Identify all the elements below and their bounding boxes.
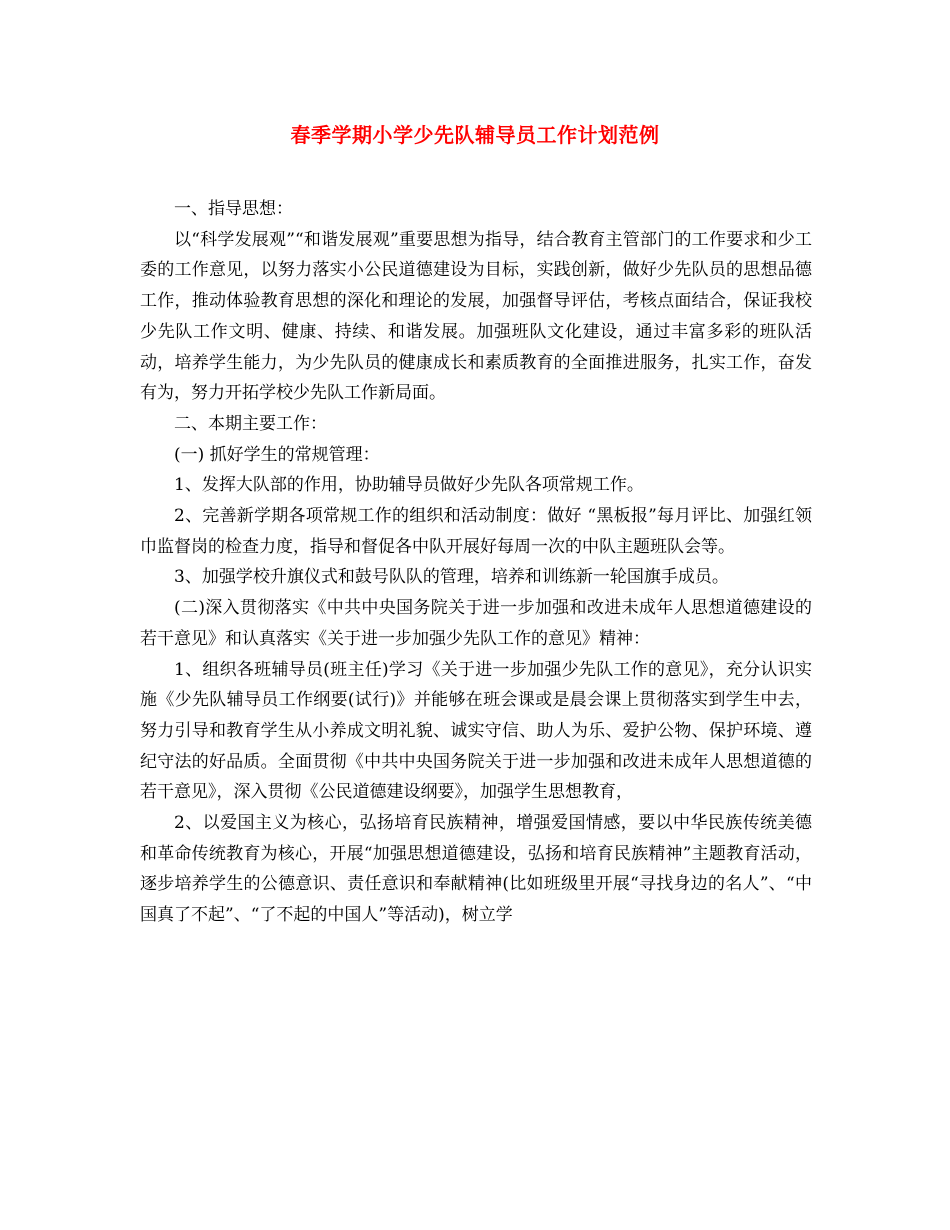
paragraph-item-2: 2、完善新学期各项常规工作的组织和活动制度：做好 “黑板报”每月评比、加强红领巾监督岗的检查力度，指导和督促各中队开展好每周一次的中队主题班队会等。: [140, 506, 812, 557]
document-title: 春季学期小学少先队辅导员工作计划范例: [290, 123, 660, 147]
paragraph-item-3: 3、加强学校升旗仪式和鼓号队队的管理，培养和训练新一轮国旗手成员。: [174, 567, 729, 588]
document-body: [140, 194, 812, 931]
paragraph-subheading-routine-management: (一) 抓好学生的常规管理：: [174, 444, 380, 465]
paragraph-heading-guiding-ideology: 一、指导思想：: [174, 199, 293, 219]
paragraph-subheading-implementation: (二)深入贯彻落实《中共中央国务院关于进一步加强和改进未成年人思想道德建设的若干意见》和认真落实《关于进一步加强少先队工作的意见》精神：: [140, 598, 812, 649]
paragraph-implementation-item-2: 2、以爱国主义为核心，弘扬培育民族精神，增强爱国情感，要以中华民族传统美德和革命传统教育为核心，开展“加强思想道德建设，弘扬和培育民族精神”主题教育活动，逐步培养学生的公德意识、责任意识和奉献精神(比如班级里开展“寻找身边的名人”、“中国真了不起”、“了不起的中国人”等活动)，树立学: [140, 813, 812, 926]
paragraph-implementation-item-1: 1、组织各班辅导员(班主任)学习《关于进一步加强少先队工作的意见》，充分认识实施《少先队辅导员工作纲要(试行)》并能够在班会课或是晨会课上贯彻落实到学生中去，努力引导和教育学生从小养成文明礼貌、诚实守信、助人为乐、爱护公物、保护环境、遵纪守法的好品质。全面贯彻《中共中央国务院关于进一步加强和改进未成年人思想道德的若干意见》，深入贯彻《公民道德建设纲要》，加强学生思想教育，: [140, 659, 812, 803]
paragraph-item-1: 1、发挥大队部的作用，协助辅导员做好少先队各项常规工作。: [174, 475, 644, 496]
paragraph-heading-main-work: 二、本期主要工作：: [174, 413, 327, 434]
paragraph-guiding-ideology: 以“科学发展观”“和谐发展观”重要思想为指导，结合教育主管部门的工作要求和少工委的工作意见，以努力落实小公民道德建设为目标，实践创新，做好少先队员的思想品德工作，推动体验教育思想的深化和理论的发展，加强督导评估，考核点面结合，保证我校少先队工作文明、健康、持续、和谐发展。加强班队文化建设，通过丰富多彩的班队活动，培养学生能力，为少先队员的健康成长和素质教育的全面推进服务，扎实工作，奋发有为，努力开拓学校少先队工作新局面。: [140, 229, 812, 404]
